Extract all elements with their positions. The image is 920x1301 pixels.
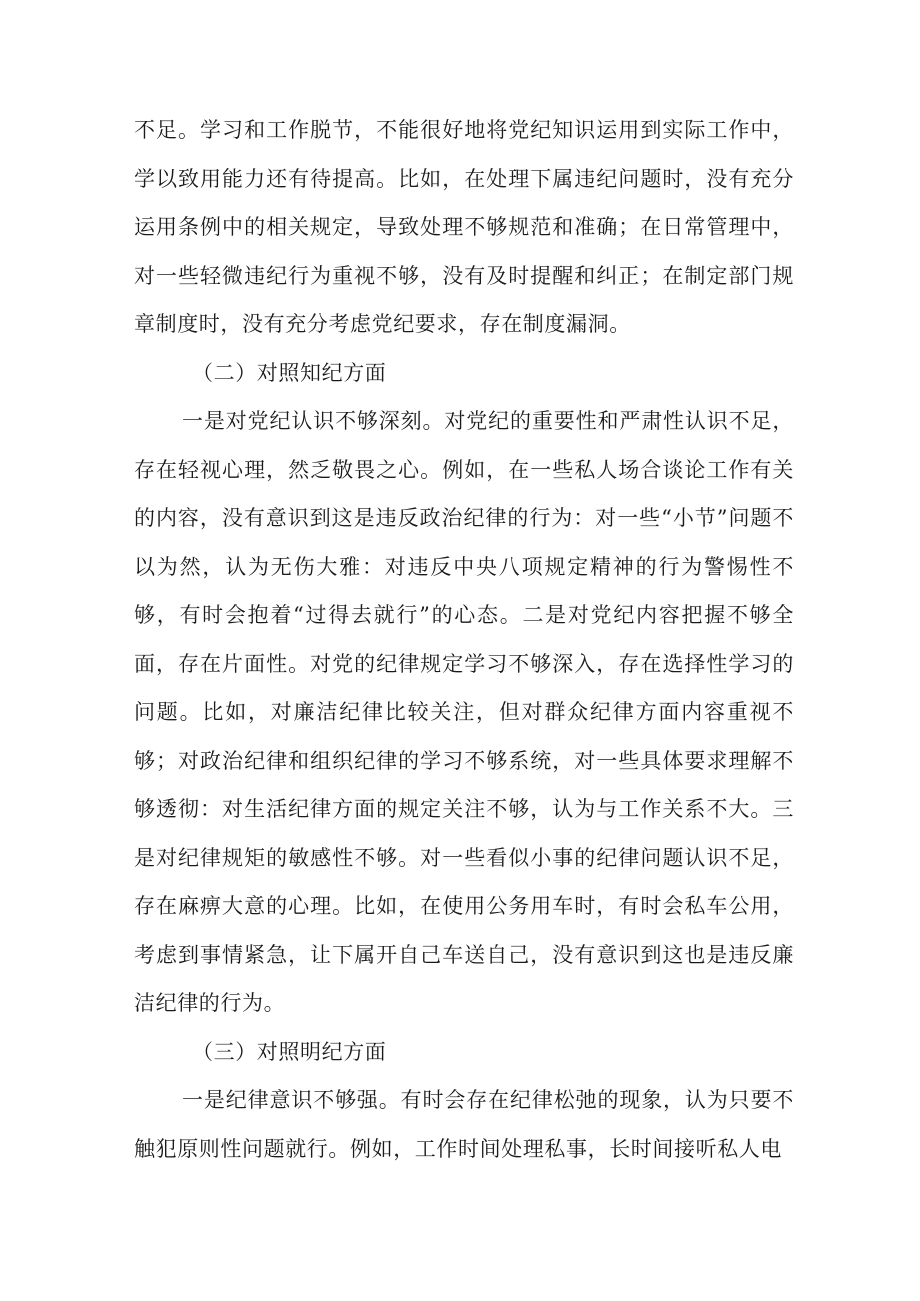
section-heading-zhiji: （二）对照知纪方面 [192,360,387,385]
paragraph-continuation: 不足。学习和工作脱节，不能很好地将党纪知识运用到实际工作中，学以致用能力还有待提高。比如，在处理下属违纪问题时，没有充分运用条例中的相关规定，导致处理不够规范和准确；在日常管理中，对一些轻微违纪行为重视不够，没有及时提醒和纠正；在制定部门规章制度时，没有充分考虑党纪要求，存在制度漏洞。 [134,118,794,336]
section-heading-mingji: （三）对照明纪方面 [192,1039,387,1064]
document-body [134,106,794,1173]
paragraph-zhiji-body: 一是对党纪认识不够深刻。对党纪的重要性和严肃性认识不足，存在轻视心理，然乏敬畏之心。例如，在一些私人场合谈论工作有关的内容，没有意识到这是违反政治纪律的行为：对一些“小节”问题不以为然，认为无伤大雅：对违反中央八项规定精神的行为警惕性不够，有时会抱着“过得去就行”的心态。二是对党纪内容把握不够全面，存在片面性。对党的纪律规定学习不够深入，存在选择性学习的问题。比如，对廉洁纪律比较关注，但对群众纪律方面内容重视不够；对政治纪律和组织纪律的学习不够系统，对一些具体要求理解不够透彻：对生活纪律方面的规定关注不够，认为与工作关系不大。三是对纪律规矩的敏感性不够。对一些看似小事的纪律问题认识不足，存在麻痹大意的心理。比如，在使用公务用车时，有时会私车公用，考虑到事情紧急，让下属开自己车送自己，没有意识到这也是违反廉洁纪律的行为。 [134,409,794,1015]
paragraph-mingji-body: 一是纪律意识不够强。有时会存在纪律松弛的现象，认为只要不触犯原则性问题就行。例如，工作时间处理私事，长时间接听私人电 [134,1088,794,1161]
